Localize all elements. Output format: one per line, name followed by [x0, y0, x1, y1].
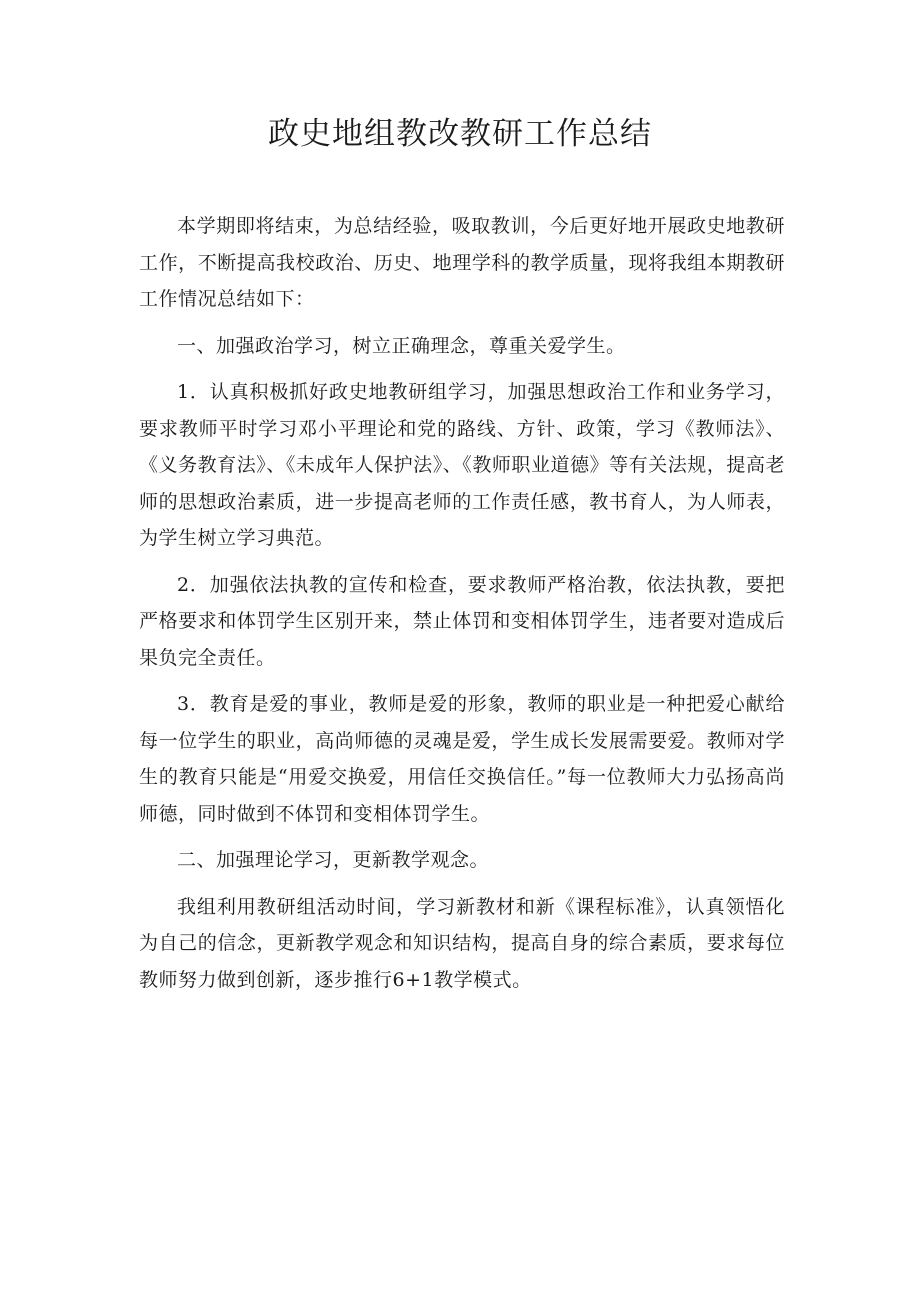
item-paragraph-3: 3．教育是爱的事业，教师是爱的形象，教师的职业是一种把爱心献给每一位学生的职业，高尚师德的灵魂是爱，学生成长发展需要爱。教师对学生的教育只能是“用爱交换爱，用信任交换信任。”每一位教师大力弘扬高尚师德，同时做到不体罚和变相体罚学生。: [139, 693, 785, 825]
item-paragraph-2: 2．加强依法执教的宣传和检查，要求教师严格治教，依法执教，要把严格要求和体罚学生区别开来，禁止体罚和变相体罚学生，违者要对造成后果负完全责任。: [139, 573, 785, 669]
section-heading-2: 二、加强理论学习，更新教学观念。: [177, 849, 490, 871]
document-body: [139, 208, 785, 1008]
section-2-paragraph: 我组利用教研组活动时间，学习新教材和新《课程标准》，认真领悟化为自己的信念，更新教学观念和知识结构，提高自身的综合素质，要求每位教师努力做到创新，逐步推行6+1教学模式。: [139, 895, 785, 991]
intro-paragraph: 本学期即将结束，为总结经验，吸取教训，今后更好地开展政史地教研工作，不断提高我校政治、历史、地理学科的教学质量，现将我组本期教研工作情况总结如下：: [139, 215, 785, 310]
section-heading-1: 一、加强政治学习，树立正确理念，尊重关爱学生。: [177, 334, 626, 357]
document-title: 政史地组教改教研工作总结: [268, 116, 652, 152]
item-paragraph-1: 1．认真积极抓好政史地教研组学习，加强思想政治工作和业务学习，要求教师平时学习邓小平理论和党的路线、方针、政策，学习《教师法》、《义务教育法》、《未成年人保护法》、《教师职业道德》等有关法规，提高老师的思想政治素质，进一步提高老师的工作责任感，教书育人，为人师表，为学生树立学习典范。: [139, 381, 785, 549]
